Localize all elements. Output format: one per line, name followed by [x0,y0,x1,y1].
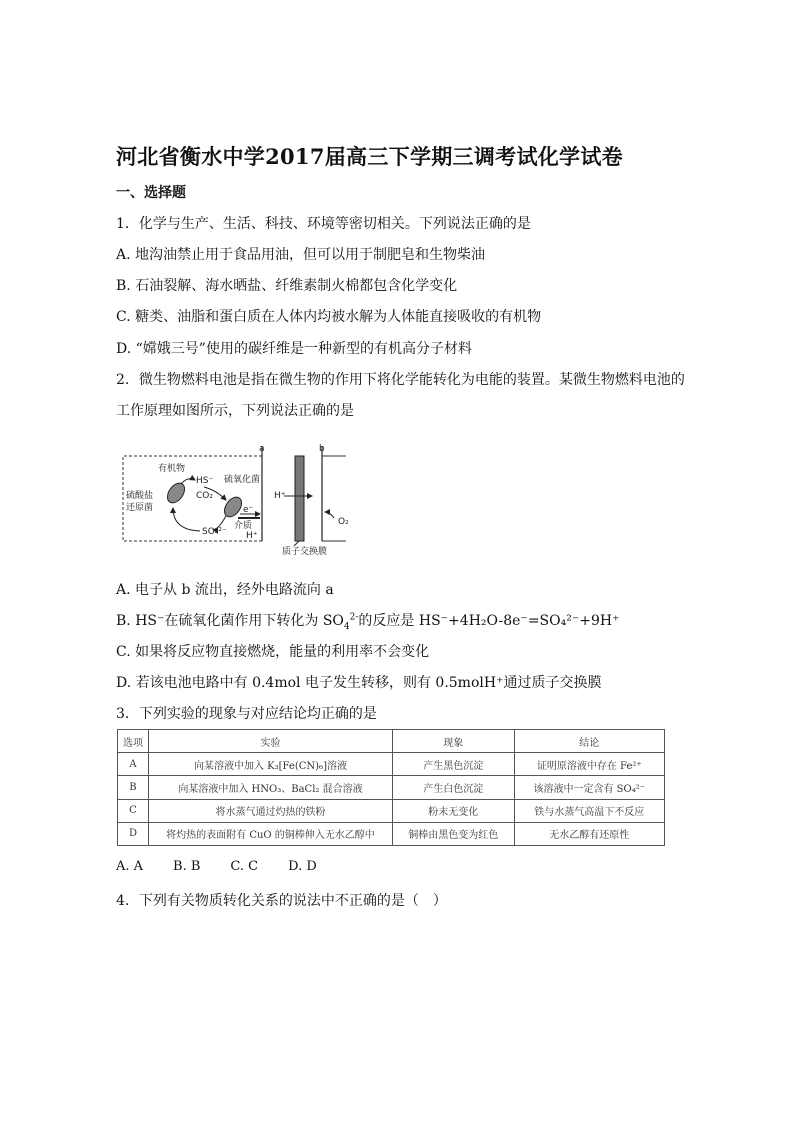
q1-stem: 1．化学与生产、生活、科技、环境等密切相关。下列说法正确的是 [116,216,531,232]
cell-phenomenon: 铜棒由黑色变为红色 [393,822,514,845]
cell-option: A [118,753,149,776]
label-organic: 有机物 [158,464,186,474]
arrow-organic-to-hs [181,479,195,484]
table-header-row [118,730,665,753]
q4-stem: 4．下列有关物质转化关系的说法中不正确的是（ ） [116,893,447,909]
cell-phenomenon: 产生白色沉淀 [393,776,514,799]
cell-experiment: 向某溶液中加入 HNO₃、BaCl₂ 混合溶液 [148,776,392,799]
q3-stem: 3．下列实验的现象与对应结论均正确的是 [116,706,377,722]
section-heading: 一、选择题 [116,185,186,201]
cell-experiment: 将灼热的表面附有 CuO 的铜棒伸入无水乙醇中 [148,822,392,845]
q3-answer-d: D. D [288,859,317,874]
cell-option: B [118,776,149,799]
table-row [118,776,665,799]
q1-option-c: C. 糖类、油脂和蛋白质在人体内均被水解为人体能直接吸收的有机物 [116,309,542,325]
q3-answer-options [116,859,347,874]
label-electron: e⁻ [243,505,254,515]
sulfate-reducing-bacterium-icon [164,480,188,506]
arrow-o2 [325,512,334,518]
q2-option-d: D. 若该电池电路中有 0.4mol 电子发生转移，则有 0.5molH⁺通过质子交换膜 [116,675,602,691]
q3-answer-c: C. C [230,859,259,874]
q2-stem-line2: 工作原理如图所示，下列说法正确的是 [116,403,354,419]
experiment-table [117,729,665,846]
cell-option: D [118,822,149,845]
label-o2: O₂ [338,517,349,527]
cell-conclusion: 铁与水蒸气高温下不反应 [514,799,664,822]
label-so4: SO₄²⁻ [202,527,227,537]
cell-conclusion: 证明原溶液中存在 Fe²⁺ [514,753,664,776]
cell-conclusion: 无水乙醇有还原性 [514,822,664,845]
proton-exchange-membrane [295,456,304,541]
label-membrane: 质子交换膜 [282,547,328,557]
q1-option-b: B. 石油裂解、海水晒盐、纤维素制火棉都包含化学变化 [116,278,458,294]
exam-title: 河北省衡水中学2017届高三下学期三调考试化学试卷 [116,144,623,169]
table-row [118,799,665,822]
q2-option-b-part1: B. HS⁻在硫氧化菌作用下转化为 SO [116,613,344,629]
table-row [118,822,665,845]
table-row [118,753,665,776]
cell-experiment: 将水蒸气通过灼热的铁粉 [148,799,392,822]
label-h-plus-bottom: H⁺ [246,531,258,541]
q2-option-c: C. 如果将反应物直接燃烧，能量的利用率不会变化 [116,644,430,660]
q2-option-a: A. 电子从 b 流出，经外电路流向 a [116,582,334,598]
membrane-pointer [294,541,299,546]
header-option: 选项 [118,730,149,753]
q2-option-b-sup: 2- [349,612,359,623]
cell-phenomenon: 产生黑色沉淀 [393,753,514,776]
label-sulfate-bacteria-2: 还原菌 [126,503,154,513]
q3-answer-a: A. A [116,859,144,874]
sulfur-oxidizing-bacterium-icon [221,494,245,520]
q1-option-d: D. “嫦娥三号”使用的碳纤维是一种新型的有机高分子材料 [116,341,472,357]
fuel-cell-diagram [118,438,358,560]
q3-answer-b: B. B [173,859,201,874]
label-b: b [319,444,325,454]
label-hs: HS⁻ [196,476,214,486]
label-sulfur-oxidizing: 硫氧化菌 [224,475,261,485]
label-h-plus-mid: H⁺ [274,491,286,501]
label-sulfate-bacteria-1: 硫酸盐 [126,491,154,501]
arrow-so4-to-reducer [173,508,200,531]
q1-option-a: A. 地沟油禁止用于食品用油，但可以用于制肥皂和生物柴油 [116,247,486,263]
header-conclusion: 结论 [514,730,664,753]
cell-experiment: 向某溶液中加入 K₃[Fe(CN)₆]溶液 [148,753,392,776]
cell-conclusion: 该溶液中一定含有 SO₄²⁻ [514,776,664,799]
q2-option-b-part2: 的反应是 HS⁻+4H₂O-8e⁻=SO₄²⁻+9H⁺ [358,613,620,629]
label-a: a [259,444,265,454]
label-medium: 介质 [234,521,253,531]
q2-stem-line1: 2．微生物燃料电池是指在微生物的作用下将化学能转化为电能的装置。某微生物燃料电池的 [116,372,685,388]
header-phenomenon: 现象 [393,730,514,753]
header-experiment: 实验 [148,730,392,753]
cell-phenomenon: 粉末无变化 [393,799,514,822]
q2-option-b [116,610,619,632]
label-co2: CO₂ [196,491,213,501]
q2-option-b-sub: 4 [343,621,350,632]
cell-option: C [118,799,149,822]
